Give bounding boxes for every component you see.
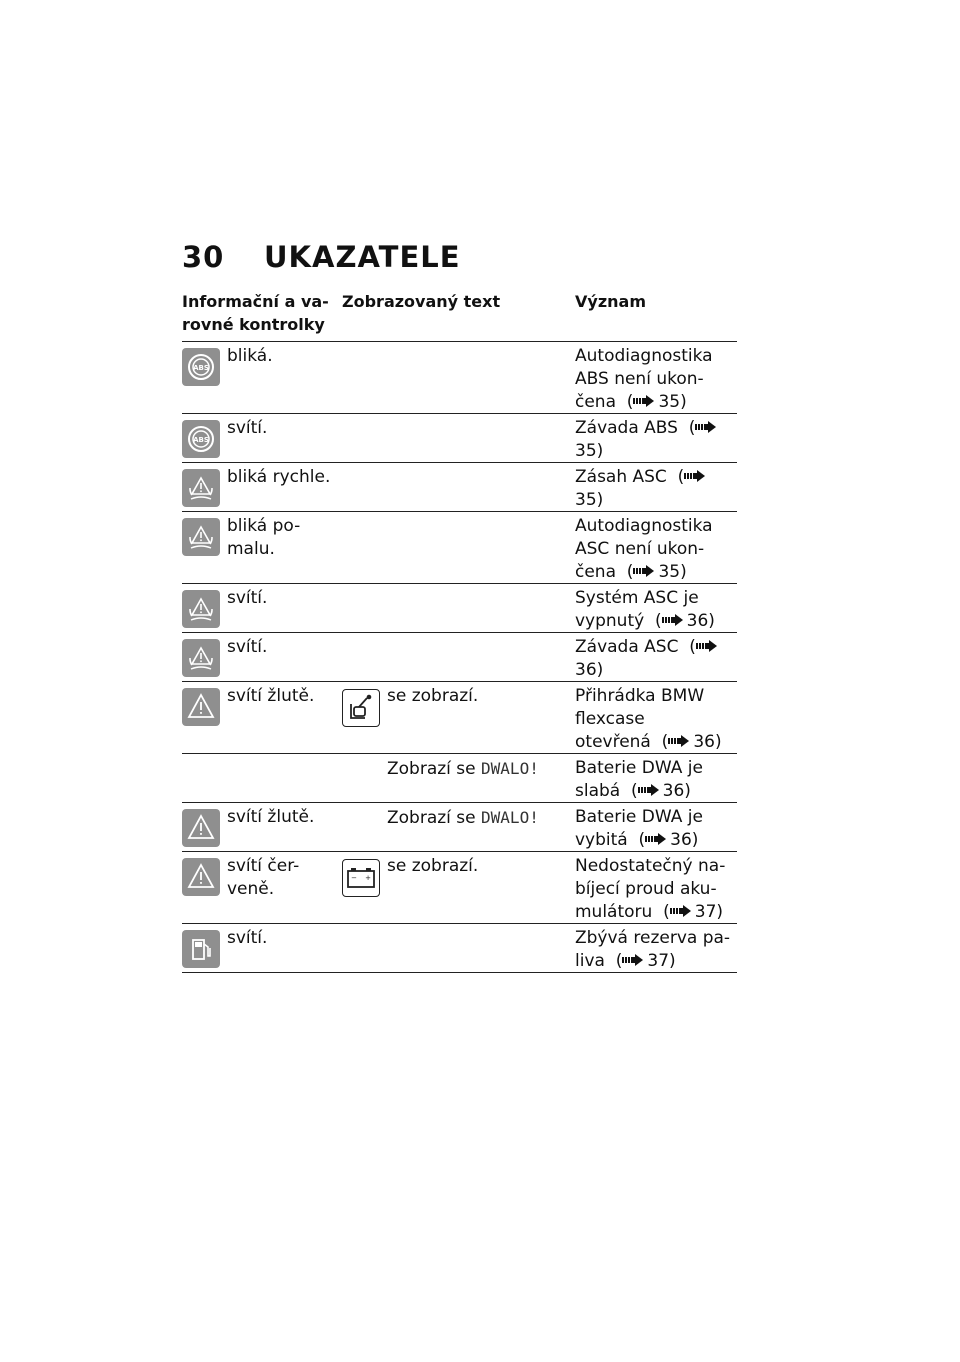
reference-arrow-icon <box>645 833 667 845</box>
lamp-state: svítí. <box>227 418 268 438</box>
meaning-text: Autodiagnostika ASC není ukon-čena ( 35) <box>575 516 713 582</box>
page-reference: 36) <box>686 611 715 631</box>
header-lamps: Informační a va-rovné kontrolky <box>182 292 329 334</box>
meaning: Zbývá rezerva pa-liva <box>575 928 731 971</box>
display-code: DWALO! <box>481 808 539 827</box>
page-reference: 36) <box>662 781 691 801</box>
lamp-state: bliká po-malu. <box>227 516 301 559</box>
meaning: Autodiagnostika ASC není ukon-čena <box>575 516 713 582</box>
table-row <box>182 924 737 973</box>
reference-arrow-icon <box>684 470 706 482</box>
lamp-state: bliká. <box>227 346 273 366</box>
lamp-state: svítí. <box>227 637 268 657</box>
meaning-text: Nedostatečný na-bíjecí proud aku-mulátoru ( 37) <box>575 856 726 922</box>
lamp-cell <box>182 348 220 386</box>
svg-text:+: + <box>365 874 371 882</box>
display-prefix: se zobrazí. <box>387 856 479 876</box>
lamp-state: bliká rychle. <box>227 467 331 487</box>
asc-warning-icon <box>182 469 220 507</box>
meaning-text: Zbývá rezerva pa-liva ( 37) <box>575 928 731 971</box>
lamp-cell <box>182 858 220 896</box>
page-reference: 35) <box>658 562 687 582</box>
lamp-cell <box>182 930 220 968</box>
lamp-state: svítí. <box>227 588 268 608</box>
meaning-text: Baterie DWA je vybitá ( 36) <box>575 807 703 850</box>
flexcase-icon <box>342 689 380 727</box>
chapter-title: UKAZATELE <box>264 240 461 274</box>
reference-arrow-icon <box>662 614 684 626</box>
page-reference: 35) <box>658 392 687 412</box>
lamp-state: svítí žlutě. <box>227 807 315 827</box>
lamp-cell <box>182 420 220 458</box>
display-text <box>387 685 478 708</box>
general-warning-icon <box>182 809 220 847</box>
battery-icon <box>342 859 380 897</box>
meaning: Zásah ASC <box>575 467 667 487</box>
meaning: Systém ASC je vypnutý <box>575 588 699 631</box>
reference-arrow-icon <box>633 565 655 577</box>
abs-icon <box>182 420 220 458</box>
display-prefix: Zobrazí se <box>387 808 476 828</box>
table-row <box>182 414 737 463</box>
lamp-cell <box>182 688 220 726</box>
asc-warning-icon <box>182 639 220 677</box>
general-warning-icon <box>182 858 220 896</box>
page-reference: 36) <box>575 660 604 680</box>
display-text <box>387 855 478 878</box>
page-reference: 36) <box>670 830 699 850</box>
meaning-text: Zásah ASC (35) <box>575 466 735 512</box>
display-text <box>387 806 539 830</box>
display-prefix: Zobrazí se <box>387 759 476 779</box>
lamp-cell <box>182 469 220 507</box>
page-heading <box>182 240 461 274</box>
table-body <box>182 342 737 973</box>
table-row <box>182 342 737 414</box>
meaning-text: Autodiagnostika ABS není ukon-čena ( 35) <box>575 346 713 412</box>
asc-warning-icon <box>182 590 220 628</box>
page-reference: 35) <box>575 441 604 461</box>
meaning: Baterie DWA je vybitá <box>575 807 703 850</box>
reference-arrow-icon <box>695 421 717 433</box>
page-reference: 36) <box>693 732 722 752</box>
page-reference: 37) <box>647 951 676 971</box>
table-row <box>182 463 737 512</box>
fuel-icon <box>182 930 220 968</box>
lamp-cell <box>182 809 220 847</box>
display-icon-cell <box>342 859 382 899</box>
meaning-text: Přihrádka BMW flexcase otevřená ( 36) <box>575 686 722 752</box>
reference-arrow-icon <box>670 905 692 917</box>
svg-text:−: − <box>351 874 357 882</box>
meaning-text: Baterie DWA je slabá ( 36) <box>575 758 703 801</box>
meaning: Autodiagnostika ABS není ukon-čena <box>575 346 713 412</box>
page-reference: 37) <box>694 902 724 922</box>
reference-arrow-icon <box>633 395 655 407</box>
meaning-text: Systém ASC je vypnutý ( 36) <box>575 588 715 631</box>
table-row <box>182 584 737 633</box>
page-number: 30 <box>182 240 225 274</box>
lamp-state: svítí čer-veně. <box>227 856 300 899</box>
meaning-text: Závada ASC (36) <box>575 636 735 682</box>
asc-warning-icon <box>182 518 220 556</box>
reference-arrow-icon <box>696 640 718 652</box>
table-row <box>182 852 737 924</box>
reference-arrow-icon <box>638 784 660 796</box>
display-code: DWALO! <box>481 759 539 778</box>
meaning: Baterie DWA je slabá <box>575 758 703 801</box>
meaning: Závada ASC <box>575 637 679 657</box>
svg-text:ABS: ABS <box>193 364 209 372</box>
meaning: Nedostatečný na-bíjecí proud aku-mulátoru <box>575 856 726 922</box>
lamp-state: svítí žlutě. <box>227 686 315 706</box>
display-text <box>387 757 539 781</box>
svg-text:ABS: ABS <box>193 436 209 444</box>
table-row <box>182 803 737 852</box>
table-row <box>182 633 737 682</box>
page-reference: 35) <box>575 490 604 510</box>
reference-arrow-icon <box>622 954 644 966</box>
lamp-cell <box>182 590 220 628</box>
table-row <box>182 682 737 754</box>
header-display: Zobrazovaný text <box>342 292 501 311</box>
table-row <box>182 512 737 584</box>
meaning: Přihrádka BMW flexcase otevřená <box>575 686 705 752</box>
lamp-state: svítí. <box>227 928 268 948</box>
display-prefix: se zobrazí. <box>387 686 479 706</box>
lamp-cell <box>182 518 220 556</box>
table-row <box>182 754 737 803</box>
display-icon-cell <box>342 689 382 729</box>
reference-arrow-icon <box>668 735 690 747</box>
lamp-cell <box>182 639 220 677</box>
abs-icon <box>182 348 220 386</box>
meaning-text: Závada ABS (35) <box>575 417 735 463</box>
indicator-table <box>182 290 737 973</box>
table-header <box>182 290 737 342</box>
header-meaning: Význam <box>575 292 646 311</box>
meaning: Závada ABS <box>575 418 678 438</box>
general-warning-icon <box>182 688 220 726</box>
